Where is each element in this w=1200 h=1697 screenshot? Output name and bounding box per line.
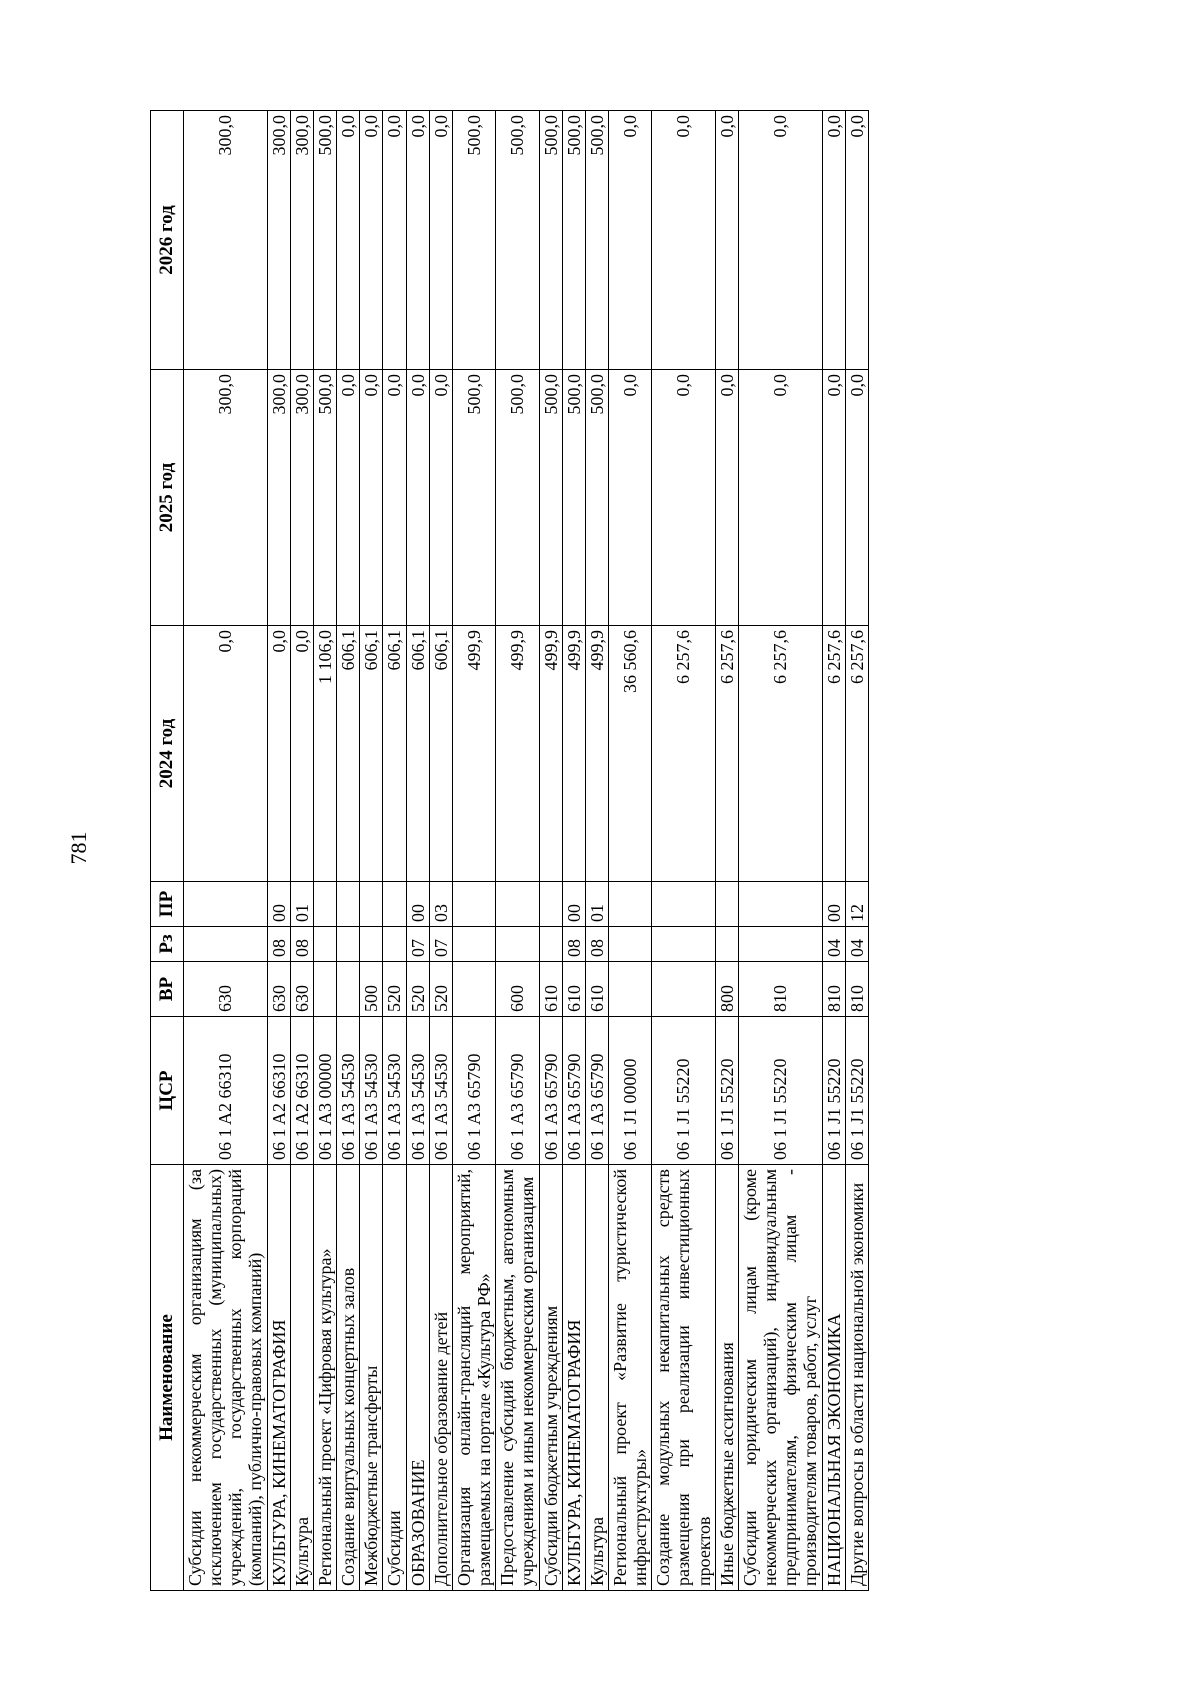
table-cell-rz: 08 (290, 927, 313, 962)
table-cell-pr (360, 882, 383, 927)
table-cell-2024: 606,1 (360, 626, 383, 882)
header-vr: ВР (151, 962, 184, 1017)
table-cell-rz (452, 927, 495, 962)
table-cell-2025: 0,0 (608, 370, 651, 626)
table-cell-2025: 500,0 (539, 370, 562, 626)
table-row (337, 111, 360, 1591)
table-cell-csr: 06 1 J1 55220 (715, 1017, 738, 1165)
table-cell-2025: 500,0 (562, 370, 585, 626)
table-cell-name: Субсидии некоммерческим организациям (за исключением государственных (муниципальных) учреждений, государственных корпораций (компаний), публично-правовых компаний) (184, 1165, 268, 1591)
table-cell-2024: 1 106,0 (313, 626, 336, 882)
table-cell-rz: 04 (822, 927, 845, 962)
table-cell-csr: 06 1 J1 00000 (608, 1017, 651, 1165)
table-row (452, 111, 495, 1591)
table-header-row (151, 111, 184, 1591)
table-cell-2026: 300,0 (290, 111, 313, 370)
table-cell-name: Иные бюджетные ассигнования (715, 1165, 738, 1591)
table-cell-2024: 0,0 (267, 626, 290, 882)
table-cell-2024: 6 257,6 (822, 626, 845, 882)
table-cell-csr: 06 1 J1 55220 (845, 1017, 868, 1165)
table-cell-2025: 300,0 (267, 370, 290, 626)
table-cell-csr: 06 1 A3 54530 (337, 1017, 360, 1165)
table-row (822, 111, 845, 1591)
table-cell-2024: 499,9 (496, 626, 539, 882)
table-cell-vr (452, 962, 495, 1017)
table-cell-rz (608, 927, 651, 962)
table-cell-pr: 01 (585, 882, 608, 927)
table-cell-2026: 0,0 (652, 111, 715, 370)
table-cell-2025: 0,0 (845, 370, 868, 626)
table-cell-2025: 0,0 (383, 370, 406, 626)
table-cell-2026: 0,0 (360, 111, 383, 370)
table-cell-2026: 0,0 (738, 111, 822, 370)
table-cell-2026: 0,0 (383, 111, 406, 370)
table-cell-pr (539, 882, 562, 927)
table-cell-2024: 606,1 (383, 626, 406, 882)
table-cell-rz: 08 (562, 927, 585, 962)
header-pr: ПР (151, 882, 184, 927)
table-cell-rz: 08 (585, 927, 608, 962)
table-cell-pr (313, 882, 336, 927)
table-cell-2026: 0,0 (608, 111, 651, 370)
table-cell-vr: 600 (496, 962, 539, 1017)
header-2025: 2025 год (151, 370, 184, 626)
table-cell-pr (337, 882, 360, 927)
table-cell-vr: 630 (290, 962, 313, 1017)
budget-table-container (150, 111, 1050, 1591)
table-cell-2024: 606,1 (337, 626, 360, 882)
table-cell-rz (715, 927, 738, 962)
table-cell-2024: 499,9 (585, 626, 608, 882)
table-cell-vr (313, 962, 336, 1017)
table-cell-rz (496, 927, 539, 962)
table-cell-2025: 0,0 (406, 370, 429, 626)
table-cell-pr: 00 (406, 882, 429, 927)
table-cell-vr: 630 (267, 962, 290, 1017)
table-cell-pr (452, 882, 495, 927)
table-cell-pr: 00 (562, 882, 585, 927)
table-cell-name: Создание модульных некапитальных средств размещения при реализации инвестиционных проектов (652, 1165, 715, 1591)
table-row (496, 111, 539, 1591)
table-cell-2024: 6 257,6 (652, 626, 715, 882)
table-row (429, 111, 452, 1591)
table-cell-csr: 06 1 J1 55220 (738, 1017, 822, 1165)
table-cell-vr (652, 962, 715, 1017)
table-cell-rz (738, 927, 822, 962)
table-cell-rz: 04 (845, 927, 868, 962)
table-cell-vr: 800 (715, 962, 738, 1017)
table-row (290, 111, 313, 1591)
table-cell-2025: 0,0 (337, 370, 360, 626)
table-cell-name: КУЛЬТУРА, КИНЕМАТОГРАФИЯ (562, 1165, 585, 1591)
header-rz: Рз (151, 927, 184, 962)
table-row (383, 111, 406, 1591)
table-cell-csr: 06 1 A2 66310 (267, 1017, 290, 1165)
table-cell-rz (313, 927, 336, 962)
table-cell-vr: 610 (585, 962, 608, 1017)
table-cell-2026: 500,0 (313, 111, 336, 370)
table-cell-csr: 06 1 A3 65790 (496, 1017, 539, 1165)
table-cell-rz (337, 927, 360, 962)
table-cell-2025: 0,0 (652, 370, 715, 626)
table-cell-2026: 300,0 (267, 111, 290, 370)
table-cell-csr: 06 1 A3 54530 (360, 1017, 383, 1165)
table-row (608, 111, 651, 1591)
table-row (539, 111, 562, 1591)
table-cell-2025: 0,0 (360, 370, 383, 626)
table-cell-2026: 0,0 (429, 111, 452, 370)
header-name: Наименование (151, 1165, 184, 1591)
table-row (267, 111, 290, 1591)
table-cell-2026: 500,0 (585, 111, 608, 370)
table-cell-2024: 499,9 (452, 626, 495, 882)
table-cell-2024: 499,9 (562, 626, 585, 882)
header-2026: 2026 год (151, 111, 184, 370)
table-cell-vr: 810 (738, 962, 822, 1017)
page-number: 781 (66, 831, 91, 865)
table-cell-2026: 500,0 (539, 111, 562, 370)
table-cell-name: Субсидии (383, 1165, 406, 1591)
table-cell-2026: 500,0 (452, 111, 495, 370)
table-cell-2024: 499,9 (539, 626, 562, 882)
table-cell-2025: 300,0 (184, 370, 268, 626)
table-cell-2025: 0,0 (738, 370, 822, 626)
table-cell-pr: 00 (267, 882, 290, 927)
table-cell-pr (184, 882, 268, 927)
table-row (313, 111, 336, 1591)
table-cell-csr: 06 1 A3 65790 (539, 1017, 562, 1165)
table-cell-2024: 6 257,6 (715, 626, 738, 882)
budget-table (150, 110, 869, 1591)
table-cell-2024: 0,0 (290, 626, 313, 882)
table-cell-pr: 12 (845, 882, 868, 927)
table-cell-2024: 0,0 (184, 626, 268, 882)
table-cell-2025: 0,0 (715, 370, 738, 626)
table-cell-csr: 06 1 A3 65790 (562, 1017, 585, 1165)
table-cell-name: Региональный проект «Развитие туристической инфраструктуры» (608, 1165, 651, 1591)
table-cell-2024: 606,1 (429, 626, 452, 882)
table-cell-2024: 606,1 (406, 626, 429, 882)
table-cell-2024: 6 257,6 (845, 626, 868, 882)
table-row (585, 111, 608, 1591)
table-cell-vr (337, 962, 360, 1017)
table-cell-vr: 610 (562, 962, 585, 1017)
table-cell-csr: 06 1 A3 65790 (585, 1017, 608, 1165)
header-2024: 2024 год (151, 626, 184, 882)
table-cell-pr (738, 882, 822, 927)
table-cell-csr: 06 1 A3 54530 (429, 1017, 452, 1165)
table-cell-vr: 520 (406, 962, 429, 1017)
table-cell-vr: 520 (383, 962, 406, 1017)
table-cell-2026: 0,0 (845, 111, 868, 370)
table-cell-name: Региональный проект «Цифровая культура» (313, 1165, 336, 1591)
table-cell-pr (715, 882, 738, 927)
table-cell-csr: 06 1 A2 66310 (184, 1017, 268, 1165)
table-cell-name: Субсидии бюджетным учреждениям (539, 1165, 562, 1591)
table-cell-csr: 06 1 J1 55220 (652, 1017, 715, 1165)
table-cell-name: Культура (290, 1165, 313, 1591)
table-cell-vr (608, 962, 651, 1017)
table-row (652, 111, 715, 1591)
table-cell-2026: 500,0 (562, 111, 585, 370)
header-csr: ЦСР (151, 1017, 184, 1165)
table-cell-2026: 500,0 (496, 111, 539, 370)
table-cell-pr: 03 (429, 882, 452, 927)
table-row (184, 111, 268, 1591)
table-row (406, 111, 429, 1591)
table-cell-name: Создание виртуальных концертных залов (337, 1165, 360, 1591)
table-cell-2025: 500,0 (496, 370, 539, 626)
table-cell-2025: 300,0 (290, 370, 313, 626)
table-cell-name: НАЦИОНАЛЬНАЯ ЭКОНОМИКА (822, 1165, 845, 1591)
table-cell-name: Другие вопросы в области национальной экономики (845, 1165, 868, 1591)
table-row (845, 111, 868, 1591)
table-cell-csr: 06 1 A3 54530 (406, 1017, 429, 1165)
table-cell-csr: 06 1 A3 00000 (313, 1017, 336, 1165)
table-cell-pr (652, 882, 715, 927)
table-cell-rz (383, 927, 406, 962)
table-cell-name: КУЛЬТУРА, КИНЕМАТОГРАФИЯ (267, 1165, 290, 1591)
table-cell-vr: 630 (184, 962, 268, 1017)
table-cell-pr (608, 882, 651, 927)
table-row (562, 111, 585, 1591)
table-cell-name: Дополнительное образование детей (429, 1165, 452, 1591)
table-cell-name: Межбюджетные трансферты (360, 1165, 383, 1591)
table-cell-pr: 01 (290, 882, 313, 927)
table-cell-2026: 0,0 (337, 111, 360, 370)
table-cell-csr: 06 1 J1 55220 (822, 1017, 845, 1165)
table-cell-2026: 0,0 (715, 111, 738, 370)
table-cell-vr: 610 (539, 962, 562, 1017)
table-cell-2025: 500,0 (585, 370, 608, 626)
table-row (715, 111, 738, 1591)
table-cell-2025: 0,0 (429, 370, 452, 626)
table-cell-name: Предоставление субсидий бюджетным, автономным учреждениям и иным некоммерческим организациям (496, 1165, 539, 1591)
table-cell-name: Культура (585, 1165, 608, 1591)
table-cell-pr (496, 882, 539, 927)
table-cell-rz (184, 927, 268, 962)
table-cell-2025: 500,0 (313, 370, 336, 626)
table-cell-pr (383, 882, 406, 927)
table-cell-2026: 0,0 (406, 111, 429, 370)
table-cell-2024: 36 560,6 (608, 626, 651, 882)
table-cell-rz: 07 (429, 927, 452, 962)
table-cell-rz (652, 927, 715, 962)
table-cell-rz: 07 (406, 927, 429, 962)
table-cell-2024: 6 257,6 (738, 626, 822, 882)
table-cell-vr: 500 (360, 962, 383, 1017)
table-cell-vr: 520 (429, 962, 452, 1017)
table-cell-csr: 06 1 A3 65790 (452, 1017, 495, 1165)
table-cell-2025: 0,0 (822, 370, 845, 626)
table-cell-2026: 0,0 (822, 111, 845, 370)
table-cell-name: ОБРАЗОВАНИЕ (406, 1165, 429, 1591)
table-cell-name: Организация онлайн-трансляций мероприятий, размещаемых на портале «Культура РФ» (452, 1165, 495, 1591)
table-cell-vr: 810 (822, 962, 845, 1017)
table-cell-csr: 06 1 A3 54530 (383, 1017, 406, 1165)
table-cell-2026: 300,0 (184, 111, 268, 370)
table-cell-2025: 500,0 (452, 370, 495, 626)
table-cell-name: Субсидии юридическим лицам (кроме некоммерческих организаций), индивидуальным предпринимателям, физическим лицам - производителям товаров, работ, услуг (738, 1165, 822, 1591)
table-row (360, 111, 383, 1591)
table-cell-rz (360, 927, 383, 962)
table-cell-rz (539, 927, 562, 962)
table-cell-csr: 06 1 A2 66310 (290, 1017, 313, 1165)
table-cell-vr: 810 (845, 962, 868, 1017)
table-row (738, 111, 822, 1591)
table-cell-pr: 00 (822, 882, 845, 927)
table-cell-rz: 08 (267, 927, 290, 962)
